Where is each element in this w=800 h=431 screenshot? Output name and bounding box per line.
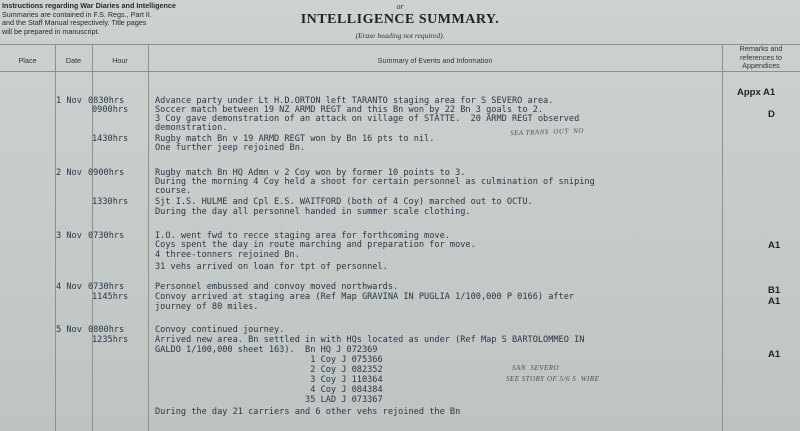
header-top-rule (0, 44, 800, 45)
instructions-line: and the Staff Manual respectively. Title pages (2, 18, 147, 28)
entry-line: 3 Coy gave demonstration of an attack on village of STATTE. 20 ARMD REGT observed (155, 114, 580, 124)
entry-hour: 0900hrs (88, 168, 125, 178)
entry-hour: 0730hrs (88, 282, 125, 292)
entry-line: I.O. went fwd to recce staging area for forthcoming move. (155, 231, 450, 241)
handwritten-note: SEE STORY OF 5/6 S WIRE (506, 375, 600, 383)
entry-hour: 1145hrs (92, 292, 129, 302)
entry-line: journey of 80 miles. (155, 302, 259, 312)
instructions-block (2, 2, 247, 36)
column-header-hour: Hour (112, 56, 128, 65)
entry-line: Personnel embussed and convoy moved northwards. (155, 282, 399, 292)
entry-hour: 0900hrs (92, 105, 129, 115)
remarks-appendix: A1 (768, 349, 781, 360)
remarks-appendix: A1 (768, 296, 781, 307)
remarks-appendix: B1 (768, 285, 781, 296)
page-subtitle: (Erase heading not required). (355, 31, 445, 40)
entry-line: 31 vehs arrived on loan for tpt of personnel. (155, 262, 388, 272)
remarks-header-line: references to (740, 52, 782, 62)
entry-line: Coys spent the day in route marching and preparation for move. (155, 240, 476, 250)
remarks-header-line: Appendices (742, 61, 780, 71)
entry-date: 4 Nov (56, 282, 82, 292)
or-label: or (396, 2, 404, 11)
entry-line: During the morning 4 Coy held a shoot for certain personnel as culmination of sniping (155, 177, 595, 187)
entry-line: 1 Coy J 075366 (155, 355, 383, 365)
entry-hour: 1430hrs (92, 134, 129, 144)
entry-line: 3 Coy J 110364 (155, 375, 383, 385)
column-divider (722, 44, 723, 431)
column-header-place: Place (18, 56, 37, 65)
entry-line: Advance party under Lt H.D.ORTON left TARANTO staging area for S SEVERO area. (155, 96, 554, 106)
column-divider (148, 44, 149, 431)
entry-date: 5 Nov (56, 325, 82, 335)
entry-line: Rugby match Bn v 19 ARMD REGT won by Bn 16 pts to nil. (155, 134, 435, 144)
column-header-date: Date (65, 56, 82, 65)
entry-line: course. (155, 186, 192, 196)
entry-line: 4 three-tonners rejoined Bn. (155, 250, 300, 260)
entry-hour: 1330hrs (92, 197, 129, 207)
entry-line: GALDO 1/100,000 sheet 163). Bn HQ J 072369 (155, 345, 378, 355)
entry-line: Sjt I.S. HULME and Cpl E.S. WAITFORD (both of 4 Coy) marched out to OCTU. (155, 197, 533, 207)
column-header-summary: Summary of Events and Information (377, 56, 493, 65)
handwritten-note: SAN SEVERO (512, 364, 560, 372)
entry-line: 2 Coy J 082352 (155, 365, 383, 375)
instructions-line: Instructions regarding War Diaries and Intelligence (2, 1, 176, 10)
entry-hour: 0730hrs (88, 231, 125, 241)
entry-line: 35 LAD J 073367 (155, 395, 383, 405)
entry-hour: 0830hrs (88, 96, 125, 106)
remarks-appendix: Appx A1 (737, 87, 776, 98)
entry-line: Convoy continued journey. (155, 325, 285, 335)
remarks-appendix: D (768, 109, 775, 120)
entry-line: During the day all personnel handed in summer scale clothing. (155, 207, 471, 217)
remarks-appendix: A1 (768, 240, 781, 251)
entry-line: Arrived new area. Bn settled in with HQs located as under (Ref Map S BARTOLOMMEO IN (155, 335, 585, 345)
entry-date: 1 Nov (56, 96, 82, 106)
entry-date: 2 Nov (56, 168, 82, 178)
remarks-header-line: Remarks and (739, 44, 783, 53)
entry-line: 4 Coy J 084384 (155, 385, 383, 395)
column-header-remarks (722, 45, 800, 71)
handwritten-note: SEA TRANS OUT NO (509, 126, 585, 138)
instructions-line: will be prepared in manuscript. (2, 26, 100, 36)
entry-hour: 0800hrs (88, 325, 125, 335)
header-bottom-rule (0, 71, 800, 72)
instructions-line: Summaries are contained in F.S. Regs., Part II. (2, 9, 152, 19)
entry-line: Rugby match Bn HQ Admn v 2 Coy won by former 10 points to 3. (155, 168, 466, 178)
title-text: INTELLIGENCE SUMMARY. (300, 12, 500, 27)
entry-date: 3 Nov (56, 231, 82, 241)
entry-line: Convoy arrived at staging area (Ref Map GRAVINA IN PUGLIA 1/100,000 P 0166) after (155, 292, 575, 302)
page-title (290, 12, 510, 28)
entry-line: One further jeep rejoined Bn. (155, 143, 306, 153)
entry-line: During the day 21 carriers and 6 other vehs rejoined the Bn (155, 407, 461, 417)
entry-line: Soccer match between 19 NZ ARMD REGT and this Bn won by 22 Bn 3 goals to 2. (155, 105, 544, 115)
entry-line: demonstration. (155, 123, 228, 133)
entry-hour: 1235hrs (92, 335, 129, 345)
